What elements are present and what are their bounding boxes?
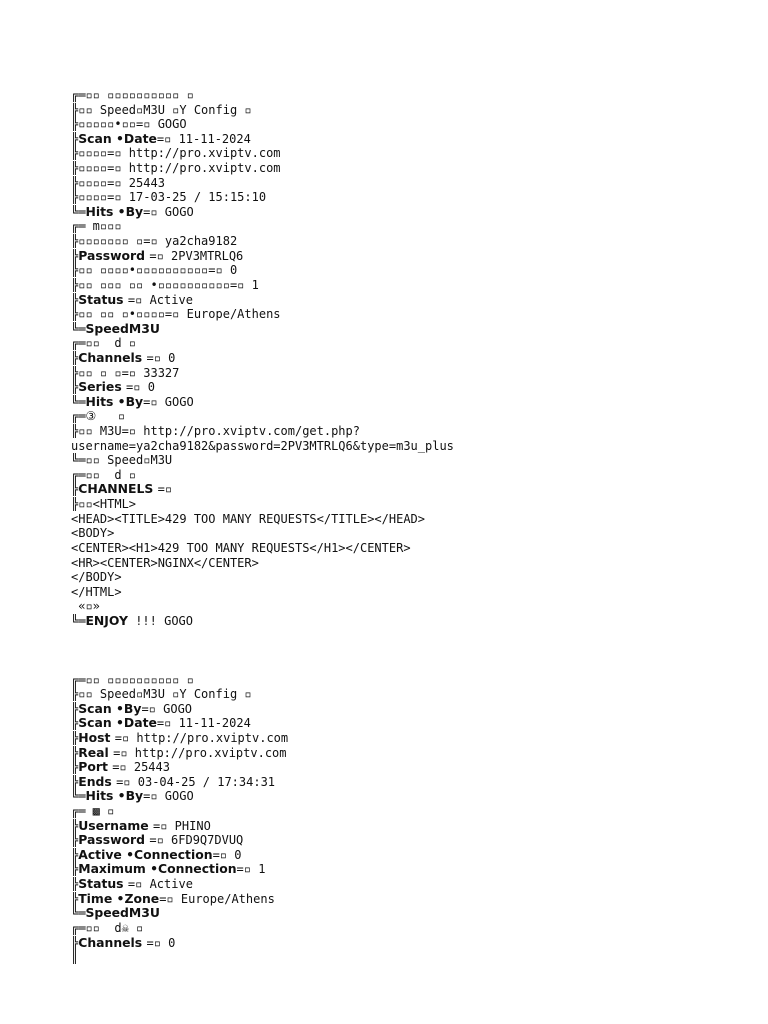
line-prefix: ╠: [71, 935, 79, 950]
field-label: Hits •By: [85, 789, 144, 804]
line-prefix: </HTML>: [71, 584, 122, 599]
field-label: Real: [78, 745, 114, 760]
line-prefix: ╠: [71, 380, 79, 395]
field-label: Status: [78, 877, 128, 892]
line-prefix: ╠▫▫▫▫▫▫▫ ▫=▫ ya2cha9182: [71, 234, 238, 249]
text-line: [71, 351, 761, 366]
line-prefix: ╔═▫▫ ▫▫▫▫▫▫▫▫▫▫ ▫: [71, 88, 194, 102]
line-prefix: ╠: [71, 730, 79, 745]
field-label: Port: [78, 760, 113, 775]
field-label: Password: [78, 248, 150, 263]
text-line: [71, 702, 761, 717]
field-value: =▫ 0: [146, 350, 176, 365]
line-prefix: ╠▫▫ Speed▫M3U ▫Y Config ▫: [71, 687, 252, 702]
line-prefix: ╠: [71, 482, 79, 497]
text-line: [71, 789, 761, 804]
text-line: [71, 132, 761, 147]
field-label: Ends: [78, 774, 117, 789]
text-line: [71, 307, 761, 322]
text-line: [71, 482, 761, 497]
line-prefix: ╠▫▫ ▫▫▫▫•▫▫▫▫▫▫▫▫▫▫=▫ 0: [71, 263, 238, 278]
line-prefix: ╔═▫▫ ▫▫▫▫▫▫▫▫▫▫ ▫: [71, 672, 194, 687]
text-line: [71, 219, 761, 234]
line-prefix: ╠▫▫▫▫▫•▫▫=▫ GOGO: [71, 117, 187, 132]
text-line: [71, 205, 761, 220]
line-prefix: username=ya2cha9182&password=2PV3MTRLQ6&type=m3u_plus: [71, 438, 454, 453]
line-prefix: ╔═▫▫ d☠ ▫: [71, 920, 144, 935]
text-line: [71, 278, 761, 293]
field-value: =▫ 1: [236, 862, 266, 877]
field-label: SpeedM3U: [85, 906, 160, 921]
text-line: [71, 804, 761, 819]
text-line: [71, 570, 761, 585]
config-block: [71, 673, 761, 965]
text-line: [71, 190, 761, 205]
field-label: Time •Zone: [78, 891, 160, 906]
text-line: [71, 293, 761, 308]
text-line: [71, 731, 761, 746]
line-prefix: </BODY>: [71, 570, 122, 585]
text-line: [71, 380, 761, 395]
field-label: Channels: [78, 350, 147, 365]
line-prefix: ╠: [71, 701, 79, 716]
line-prefix: ╔═ m▫▫▫: [71, 219, 122, 234]
text-line: [71, 263, 761, 278]
text-line: [71, 395, 761, 410]
field-label: SpeedM3U: [85, 321, 160, 336]
line-prefix: ╠: [71, 292, 79, 307]
field-value: =▫ http://pro.xviptv.com: [113, 745, 287, 760]
text-line: [71, 468, 761, 483]
line-prefix: ╚═: [71, 204, 86, 219]
text-line: [71, 775, 761, 790]
text-line: [71, 556, 761, 571]
field-label: Series: [78, 380, 127, 395]
field-value: =▫ Active: [127, 877, 193, 892]
line-prefix: ╚═▫▫ Speed▫M3U: [71, 453, 173, 468]
field-value: =▫ PHINO: [153, 818, 211, 833]
line-prefix: ╠: [71, 350, 79, 365]
text-line: [71, 234, 761, 249]
text-line: [71, 673, 761, 688]
text-line: [71, 599, 761, 614]
line-prefix: ╠▫▫▫▫=▫ http://pro.xviptv.com: [71, 146, 281, 161]
config-block: [71, 88, 761, 629]
field-label: Username: [78, 818, 153, 833]
field-label: ENJOY: [85, 613, 128, 628]
line-prefix: ╠: [71, 745, 79, 760]
line-prefix: ╚═: [71, 394, 86, 409]
text-line: [71, 541, 761, 556]
text-line: [71, 687, 761, 702]
field-label: Hits •By: [85, 204, 144, 219]
line-prefix: ╠▫▫<HTML>: [71, 497, 137, 512]
line-prefix: ╠▫▫ ▫▫▫ ▫▫ •▫▫▫▫▫▫▫▫▫▫=▫ 1: [71, 277, 259, 292]
text-line: [71, 614, 761, 629]
field-value: =▫ GOGO: [143, 394, 194, 409]
text-line: [71, 936, 761, 951]
line-prefix: ╠: [71, 131, 79, 146]
line-prefix: <CENTER><H1>429 TOO MANY REQUESTS</H1></CENTER>: [71, 540, 411, 555]
line-prefix: <HR><CENTER>NGINX</CENTER>: [71, 555, 259, 570]
text-line: [71, 336, 761, 351]
field-value: =▫ 03-04-25 / 17:34:31: [116, 774, 276, 789]
line-prefix: <HEAD><TITLE>429 TOO MANY REQUESTS</TITLE></HEAD>: [71, 511, 426, 526]
field-label: Hits •By: [85, 394, 144, 409]
field-value: =▫ 11-11-2024: [156, 131, 251, 146]
text-line: [71, 366, 761, 381]
text-line: [71, 892, 761, 907]
line-prefix: ╠▫▫ ▫▫ ▫•▫▫▫▫=▫ Europe/Athens: [71, 307, 281, 322]
text-line: [71, 424, 761, 439]
line-prefix: <BODY>: [71, 526, 115, 541]
field-value: =▫ http://pro.xviptv.com: [114, 730, 289, 745]
line-prefix: ╠: [71, 774, 79, 789]
line-prefix: ║: [71, 950, 79, 965]
field-label: Host: [78, 730, 115, 745]
field-label: Active •Connection: [78, 847, 213, 862]
text-line: [71, 453, 761, 468]
field-value: =▫ 2PV3MTRLQ6: [149, 248, 244, 263]
line-prefix: ╠▫▫ M3U=▫ http://pro.xviptv.com/get.php?: [71, 424, 360, 439]
line-prefix: ╔═ ▩ ▫: [71, 804, 115, 819]
field-value: =▫ 0: [146, 935, 176, 950]
text-line: [71, 103, 761, 118]
text-line: [71, 117, 761, 132]
text-line: [71, 921, 761, 936]
line-prefix: ╠: [71, 833, 79, 848]
text-line: [71, 848, 761, 863]
field-label: Channels: [78, 935, 147, 950]
line-prefix: ╔═③ ▫: [71, 409, 126, 424]
line-prefix: ╠▫▫ ▫ ▫=▫ 33327: [71, 365, 180, 380]
field-label: Password: [78, 833, 150, 848]
line-prefix: ╠: [71, 862, 79, 877]
text-line: [71, 819, 761, 834]
field-value: =▫ 25443: [112, 760, 170, 775]
line-prefix: ╠: [71, 847, 79, 862]
field-label: CHANNELS: [78, 482, 158, 497]
field-value: =▫ 11-11-2024: [156, 716, 251, 731]
line-prefix: ╠: [71, 716, 79, 731]
field-value: =▫ GOGO: [143, 789, 194, 804]
line-prefix: ╠▫▫▫▫=▫ 17-03-25 / 15:15:10: [71, 190, 267, 205]
text-line: [71, 833, 761, 848]
line-prefix: ╠: [71, 818, 79, 833]
text-line: [71, 161, 761, 176]
line-prefix: ╠: [71, 248, 79, 263]
line-prefix: ╠▫▫▫▫=▫ http://pro.xviptv.com: [71, 161, 281, 176]
field-value: !!! GOGO: [127, 613, 193, 628]
text-line: [71, 877, 761, 892]
text-line: [71, 146, 761, 161]
field-label: Status: [78, 292, 128, 307]
line-prefix: ╔═▫▫ d ▫: [71, 336, 137, 351]
field-value: =▫ 0: [212, 847, 242, 862]
field-value: =▫ 0: [126, 380, 155, 395]
field-value: =▫: [157, 482, 173, 497]
text-line: [71, 322, 761, 337]
text-line: [71, 439, 761, 454]
text-line: [71, 497, 761, 512]
text-line: [71, 176, 761, 191]
text-line: [71, 746, 761, 761]
line-prefix: ╚═: [71, 906, 86, 921]
line-prefix: ╚═: [71, 613, 86, 628]
line-prefix: ╠: [71, 877, 79, 892]
field-value: =▫ 6FD9Q7DVUQ: [149, 833, 244, 848]
line-prefix: ╠▫▫▫▫=▫ 25443: [71, 175, 165, 190]
text-line: [71, 950, 761, 965]
text-line: [71, 512, 761, 527]
line-prefix: ╠: [71, 891, 79, 906]
field-value: =▫ Europe/Athens: [159, 891, 275, 906]
text-line: [71, 906, 761, 921]
field-value: =▫ GOGO: [143, 204, 194, 219]
text-line: [71, 862, 761, 877]
line-prefix: ╔═▫▫ d ▫: [71, 467, 137, 482]
field-value: =▫ GOGO: [141, 701, 193, 716]
field-label: Scan •Date: [78, 131, 157, 146]
field-value: =▫ Active: [127, 292, 193, 307]
field-label: Scan •Date: [78, 716, 157, 731]
line-prefix: ╠: [71, 760, 79, 775]
block-spacer: [71, 629, 761, 673]
field-label: Scan •By: [78, 701, 142, 716]
text-line: [71, 88, 761, 103]
text-line: [71, 760, 761, 775]
line-prefix: ╚═: [71, 789, 86, 804]
document-body: [71, 88, 761, 965]
text-line: [71, 249, 761, 264]
field-label: Maximum •Connection: [78, 862, 237, 877]
text-line: [71, 526, 761, 541]
line-prefix: «▫»: [71, 599, 100, 614]
line-prefix: ╠▫▫ Speed▫M3U ▫Y Config ▫: [71, 102, 252, 117]
text-line: [71, 716, 761, 731]
line-prefix: ╚═: [71, 321, 86, 336]
text-line: [71, 409, 761, 424]
text-line: [71, 585, 761, 600]
